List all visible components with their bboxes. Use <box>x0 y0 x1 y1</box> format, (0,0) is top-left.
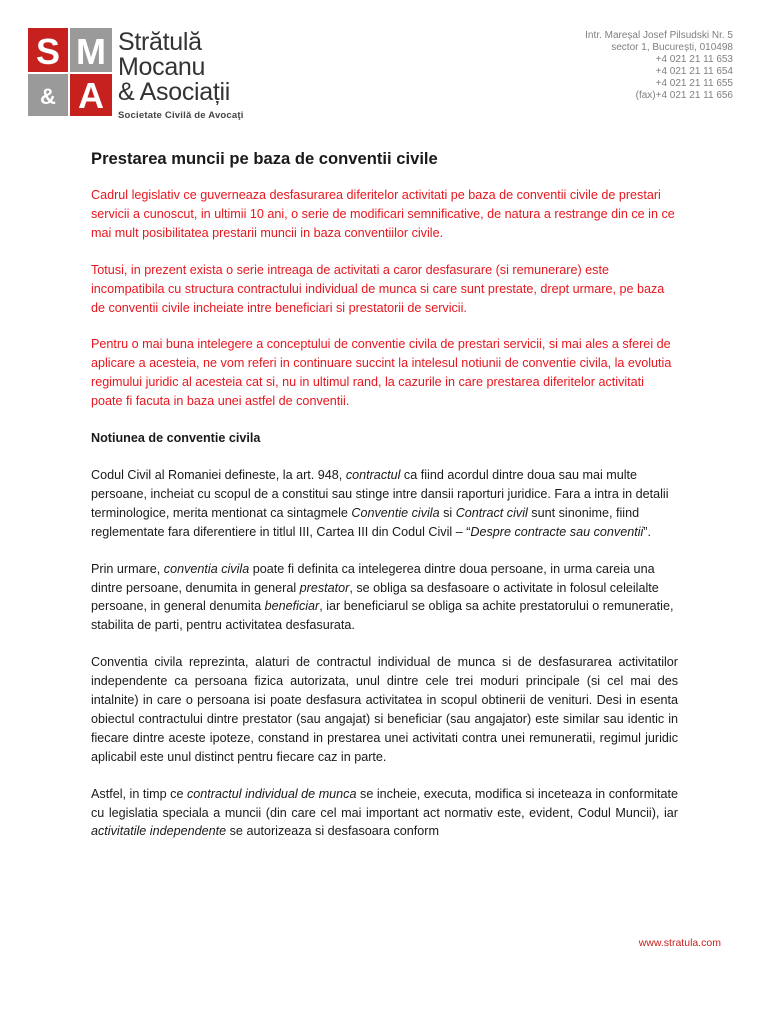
text-run: se autorizeaza si desfasoara conform <box>226 824 439 839</box>
text-run: si <box>439 505 456 520</box>
svg-text:S: S <box>35 31 61 72</box>
section-heading: Notiunea de conventie civila <box>91 431 261 446</box>
address-line: sector 1, București, 010498 <box>611 42 733 53</box>
body-paragraph <box>91 560 678 636</box>
firm-name-line2: Mocanu <box>118 53 206 81</box>
text-run: , iar beneficiarul se obliga sa achite prestatorului o remuneratie, stabilita de parti, pentru activitatea desfasurata. <box>91 599 674 633</box>
firm-name-line3: & Asociații <box>118 78 231 106</box>
document-title: Prestarea muncii pe baza de conventii civile <box>91 149 438 168</box>
text-run: se incheie, executa, modifica si inceteaza in conformitate cu legislatia speciala a muncii (din care cel mai important act normativ este, evident, Codul Muncii), iar <box>91 786 679 820</box>
svg-text:A: A <box>78 75 104 116</box>
text-run: activitatile independente <box>91 824 227 839</box>
text-run: beneficiar <box>264 599 320 614</box>
firm-logo-icon <box>28 28 112 116</box>
text-run: Despre contracte sau conventii <box>470 524 644 539</box>
text-run: sunt sinonime, fiind reglementate fara diferentiere in titlul III, Cartea III din Codul Civil – “ <box>91 505 640 539</box>
text-run: Conventie civila <box>351 505 440 520</box>
svg-text:M: M <box>76 31 106 72</box>
firm-name-line1: Strătulă <box>118 28 202 56</box>
text-run: prestator <box>299 580 350 595</box>
intro-paragraph: Cadrul legislativ ce guverneaza desfasurarea diferitelor activitati pe baza de conventii civile de prestari servicii a cunoscut, in ultimii 10 ani, o serie de modificari semnificative, de natura a restrange din ce in ce mai mult posibilitatea prestarii muncii in baza conventiilor civile. <box>91 188 675 240</box>
text-run: , se obliga sa desfasoare o activitate in folosul celeilalte persoane, in general denumita <box>91 580 659 614</box>
firm-name <box>118 30 244 121</box>
fax-line: (fax)+4 021 21 11 656 <box>635 90 733 101</box>
text-run: contractul <box>345 467 401 482</box>
phone-line: +4 021 21 11 655 <box>655 78 733 89</box>
body-paragraph <box>91 785 678 842</box>
body-paragraph: Conventia civila reprezinta, alaturi de contractul individual de munca si de desfasurarea activitatilor independente ca persoana fizica autorizata, unul dintre cele trei moduri principale (si cel mai des intalnite) in care o persoana isi poate desfasura activitatea in scopul obtinerii de venituri. Desi in esenta obiectul contractului dintre prestator (sau angajat) si beneficiar (sau angajator) este similar sau identic in fiecare dintre aceste ipoteze, constand in prestarea unei activitati contra unei remuneratii, regimul juridic aplicabil este unul distinct pentru fiecare caz in parte. <box>91 655 678 764</box>
document-body <box>91 148 678 859</box>
address-line: Intr. Mareșal Josef Pilsudski Nr. 5 <box>585 30 733 41</box>
text-run: Codul Civil al Romaniei defineste, la art. 948, <box>91 467 346 482</box>
text-run: contractul individual de munca <box>187 786 357 801</box>
text-run: poate fi definita ca intelegerea dintre doua persoane, in urma careia una dintre persoane, denumita in general <box>91 561 655 595</box>
intro-paragraph: Pentru o mai buna intelegere a conceptului de conventie civila de prestari servicii, si mai ales a sferei de aplicare a acesteia, ne vom referi in continuare succint la intelesul notiunii de conventie civila, la evolutia regimului juridic al acesteia cat si, nu in ultimul rand, la cazurile in care prestarea diferitelor activitati poate fi facuta in baza unei astfel de conventii. <box>91 337 672 409</box>
text-run: ”. <box>643 524 651 539</box>
intro-paragraph: Totusi, in prezent exista o serie intreaga de activitati a caror desfasurare (si remunerare) este incompatibila cu structura contractului individual de munca si care sunt prestate, drept urmare, pe baza de conventii civile incheiate intre beneficiari si prestatorii de servicii. <box>91 262 665 315</box>
text-run: ca fiind acordul dintre doua sau mai multe persoane, incheiat cu scopul de a constitui sau stinge intre dansii raporturi juridice. Fara a intra in detalii terminologice, merita mentionat ca sintagmele <box>91 467 669 520</box>
svg-text:&: & <box>40 84 56 109</box>
footer-website-link[interactable]: www.stratula.com <box>638 937 721 949</box>
text-run: Astfel, in timp ce <box>91 786 187 801</box>
text-run: Prin urmare, <box>91 561 164 576</box>
phone-line: +4 021 21 11 653 <box>655 54 733 65</box>
body-paragraph <box>91 466 678 542</box>
contact-block <box>585 30 733 102</box>
firm-subtitle: Societate Civilă de Avocaţi <box>118 110 244 121</box>
phone-line: +4 021 21 11 654 <box>655 66 733 77</box>
text-run: conventia civila <box>163 561 250 576</box>
text-run: Contract civil <box>455 505 528 520</box>
